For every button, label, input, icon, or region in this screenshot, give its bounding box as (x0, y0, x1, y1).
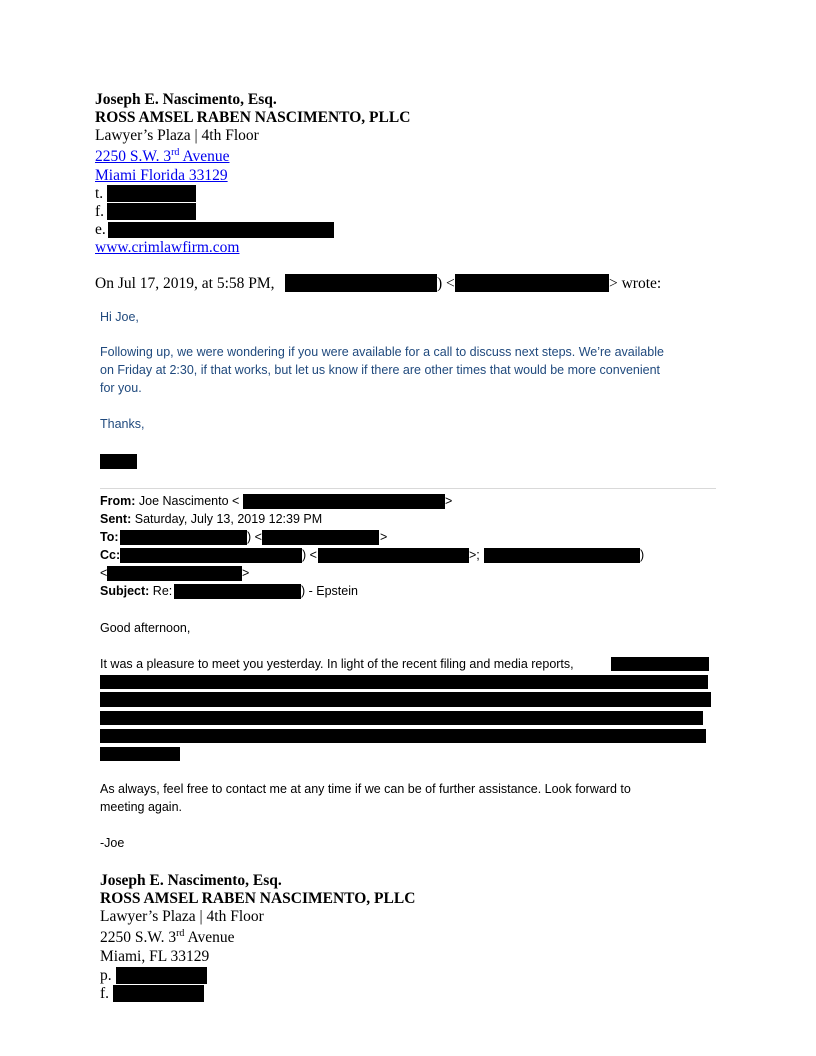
signature-fax-label: f. (95, 203, 105, 220)
redaction-phone (107, 185, 196, 202)
redaction-from-email (243, 494, 445, 509)
redaction-fax (113, 985, 204, 1002)
redaction-body (100, 675, 708, 689)
signature-office: Lawyer’s Plaza | 4th Floor (95, 127, 259, 144)
redaction-fax (107, 203, 196, 220)
quote-header-middle: ) < (437, 275, 455, 292)
redaction-cc-email-2 (107, 566, 242, 581)
redaction-phone (116, 967, 207, 984)
redaction-sender-email (455, 274, 609, 292)
redaction-to-name (120, 530, 247, 545)
reply-greeting: Hi Joe, (100, 310, 139, 324)
address-suffix: Avenue (179, 148, 230, 165)
cc-line2-end: > (242, 566, 250, 580)
reply-body-line: on Friday at 2:30, if that works, but let us know if there are other times that would be more convenient (100, 363, 661, 377)
redaction-body (100, 692, 711, 707)
redaction-reply-signer (100, 454, 137, 469)
sent-value: Saturday, July 13, 2019 12:39 PM (134, 512, 323, 526)
cc-label: Cc: (100, 548, 121, 562)
redaction-body (100, 747, 180, 761)
redaction-body (611, 657, 709, 671)
sent-row (100, 510, 322, 528)
signature-name: Joseph E. Nascimento, Esq. (100, 872, 282, 889)
body-paragraph-1: It was a pleasure to meet you yesterday. In light of the recent filing and media reports, (100, 657, 574, 671)
subject-label: Subject: (100, 584, 150, 598)
signature-name: Joseph E. Nascimento, Esq. (95, 91, 277, 108)
subject-prefix: Re: (152, 584, 173, 598)
signature-office: Lawyer’s Plaza | 4th Floor (100, 908, 264, 925)
to-end: > (380, 530, 388, 544)
redaction-to-email (262, 530, 379, 545)
quote-header-prefix: On Jul 17, 2019, at 5:58 PM, (95, 275, 275, 292)
signature-city-link[interactable]: Miami Florida 33129 (95, 167, 228, 184)
signature-firm: ROSS AMSEL RABEN NASCIMENTO, PLLC (95, 109, 411, 126)
address-suffix: Avenue (184, 929, 235, 946)
redaction-email (108, 222, 334, 238)
reply-body-line: for you. (100, 381, 142, 395)
from-label: From: (100, 494, 136, 508)
email-divider (100, 488, 716, 489)
body-greeting: Good afternoon, (100, 621, 191, 635)
to-label: To: (100, 530, 119, 544)
to-middle: ) < (247, 530, 262, 544)
signature-address (100, 929, 235, 947)
cc-middle: ) < (302, 548, 317, 562)
address-prefix: 2250 S.W. 3 (100, 929, 177, 946)
cc-line2-start: < (100, 566, 108, 580)
reply-closing: Thanks, (100, 417, 145, 431)
signature-phone-label: p. (100, 967, 112, 984)
subject-row (100, 582, 172, 600)
signature-email-label: e. (95, 221, 106, 238)
address-superscript: rd (176, 928, 185, 939)
signature-address-link[interactable] (95, 148, 230, 166)
from-row (100, 492, 239, 510)
redaction-body (100, 729, 706, 743)
sent-label: Sent: (100, 512, 132, 526)
signature-city: Miami, FL 33129 (100, 948, 210, 965)
website-link[interactable]: www.crimlawfirm.com (95, 239, 240, 256)
redaction-cc-name-2 (484, 548, 640, 563)
body-paragraph-2: meeting again. (100, 800, 183, 814)
address-prefix: 2250 S.W. 3 (95, 148, 172, 165)
body-signoff: -Joe (100, 836, 125, 850)
from-value: Joe Nascimento < (138, 494, 240, 508)
cc-separator: >; (469, 548, 480, 562)
redaction-body (100, 711, 703, 725)
address-superscript: rd (171, 147, 180, 158)
redaction-cc-name-1 (120, 548, 302, 563)
from-end: > (445, 494, 453, 508)
quote-header-suffix: > wrote: (609, 275, 662, 292)
cc-end: ) (640, 548, 645, 562)
redaction-subject (174, 584, 301, 599)
signature-firm: ROSS AMSEL RABEN NASCIMENTO, PLLC (100, 890, 416, 907)
redaction-cc-email-1 (318, 548, 469, 563)
body-paragraph-2: As always, feel free to contact me at any time if we can be of further assistance. Look forward to (100, 782, 631, 796)
redaction-sender-name (285, 274, 437, 292)
subject-suffix: ) - Epstein (301, 584, 358, 598)
reply-body-line: Following up, we were wondering if you were available for a call to discuss next steps. We’re available (100, 345, 664, 359)
signature-phone-label: t. (95, 185, 104, 202)
signature-fax-label: f. (100, 985, 110, 1002)
